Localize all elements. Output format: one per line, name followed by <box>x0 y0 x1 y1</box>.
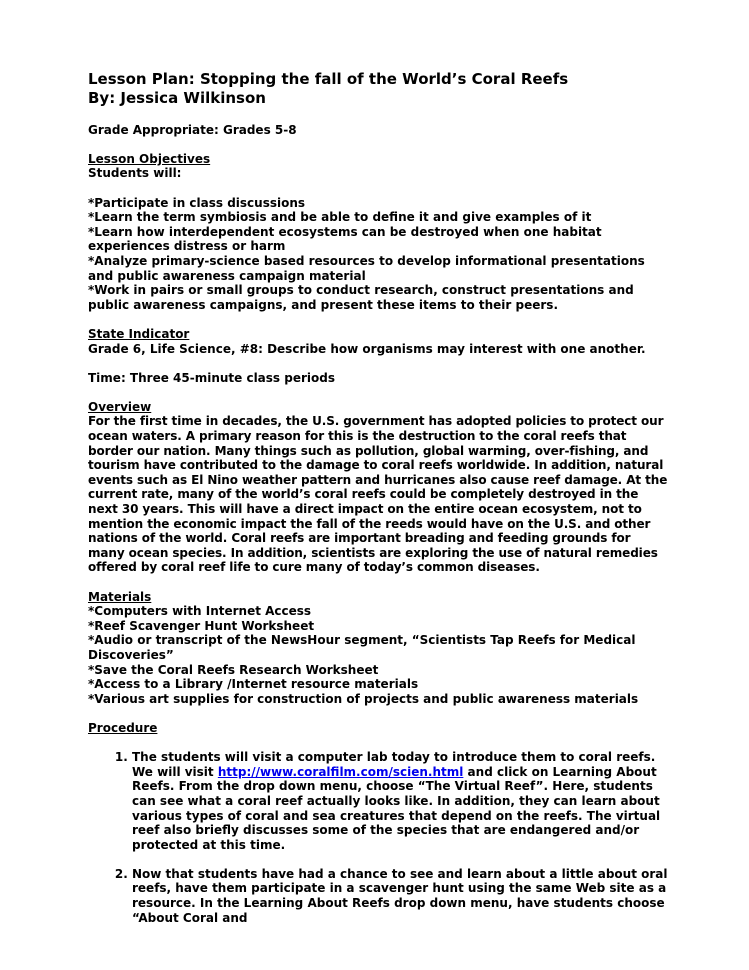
state-indicator-heading: State Indicator <box>88 326 190 341</box>
material-item: *Computers with Internet Access <box>88 604 312 619</box>
procedure-step-1-text-b: and click on Learning About Reefs. From the drop down menu, choose “The Virtual Reef”. Here, students can see what a coral reef actually looks like. In addition, they can learn about various types of coral and sea creatures that depend on the reefs. The virtual reef also briefly discusses some of the species that are endangered and/or protected at this time. <box>132 764 661 852</box>
overview-text: For the first time in decades, the U.S. government has adopted policies to protect our ocean waters. A primary reason for this is the destruction to the coral reefs that border our nation. Many things such as pollution, global warming, over-fishing, and tourism have contributed to the damage to coral reefs worldwide. In addition, natural events such as El Nino weather pattern and hurricanes also cause reef damage. At the current rate, many of the world’s coral reefs could be completely destroyed in the next 30 years. This will have a direct impact on the entire ocean ecosystem, not to mention the economic impact the fall of the reeds would have on the U.S. and other nations of the world. Coral reefs are important breading and feeding grounds for many ocean species. In addition, scientists are exploring the use of natural remedies offered by coral reef life to cure many of today’s common diseases. <box>88 414 668 575</box>
material-item: *Save the Coral Reefs Research Worksheet <box>88 662 379 677</box>
objective-item: *Learn the term symbiosis and be able to define it and give examples of it <box>88 210 592 225</box>
material-item: *Various art supplies for construction of projects and public awareness materials <box>88 691 639 706</box>
document-title: Lesson Plan: Stopping the fall of the World’s Coral Reefs <box>88 70 569 88</box>
procedure-step-1-text-a: The students will visit a computer lab today to introduce them to coral reefs. We will visit <box>132 750 656 779</box>
objective-item: *Participate in class discussions <box>88 195 306 210</box>
time-text: Time: Three 45-minute class periods <box>88 370 335 385</box>
document-page <box>88 70 668 925</box>
document-author: By: Jessica Wilkinson <box>88 89 266 107</box>
procedure-list <box>88 750 668 925</box>
materials-heading: Materials <box>88 589 152 604</box>
objective-item: *Learn how interdependent ecosystems can be destroyed when one habitat experiences distress or harm <box>88 224 602 254</box>
overview-heading: Overview <box>88 399 152 414</box>
objectives-heading: Lesson Objectives <box>88 151 211 166</box>
procedure-step-1 <box>132 750 668 852</box>
grade-appropriate: Grade Appropriate: Grades 5-8 <box>88 122 297 137</box>
material-item: *Access to a Library /Internet resource materials <box>88 677 419 692</box>
procedure-step-2: 2. Now that students have had a chance to see and learn about a little about oral reefs, have them participate in a scavenger hunt using the same Web site as a resource. In the Learning About Reefs drop down menu, have students choose “About Coral and <box>132 867 668 925</box>
state-indicator-text: Grade 6, Life Science, #8: Describe how organisms may interest with one another. <box>88 341 646 356</box>
material-item: *Audio or transcript of the NewsHour segment, “Scientists Tap Reefs for Medical Discoveries” <box>88 633 636 662</box>
procedure-heading: Procedure <box>88 720 158 735</box>
objective-item: *Analyze primary-science based resources to develop informational presentations and public awareness campaign material <box>88 253 645 283</box>
material-item: *Reef Scavenger Hunt Worksheet <box>88 618 315 633</box>
objectives-intro: Students will: <box>88 166 182 181</box>
objective-item: *Work in pairs or small groups to conduct research, construct presentations and public awareness campaigns, and present these items to their peers. <box>88 283 634 312</box>
coralfilm-link[interactable]: http://www.coralfilm.com/scien.html <box>217 764 464 779</box>
